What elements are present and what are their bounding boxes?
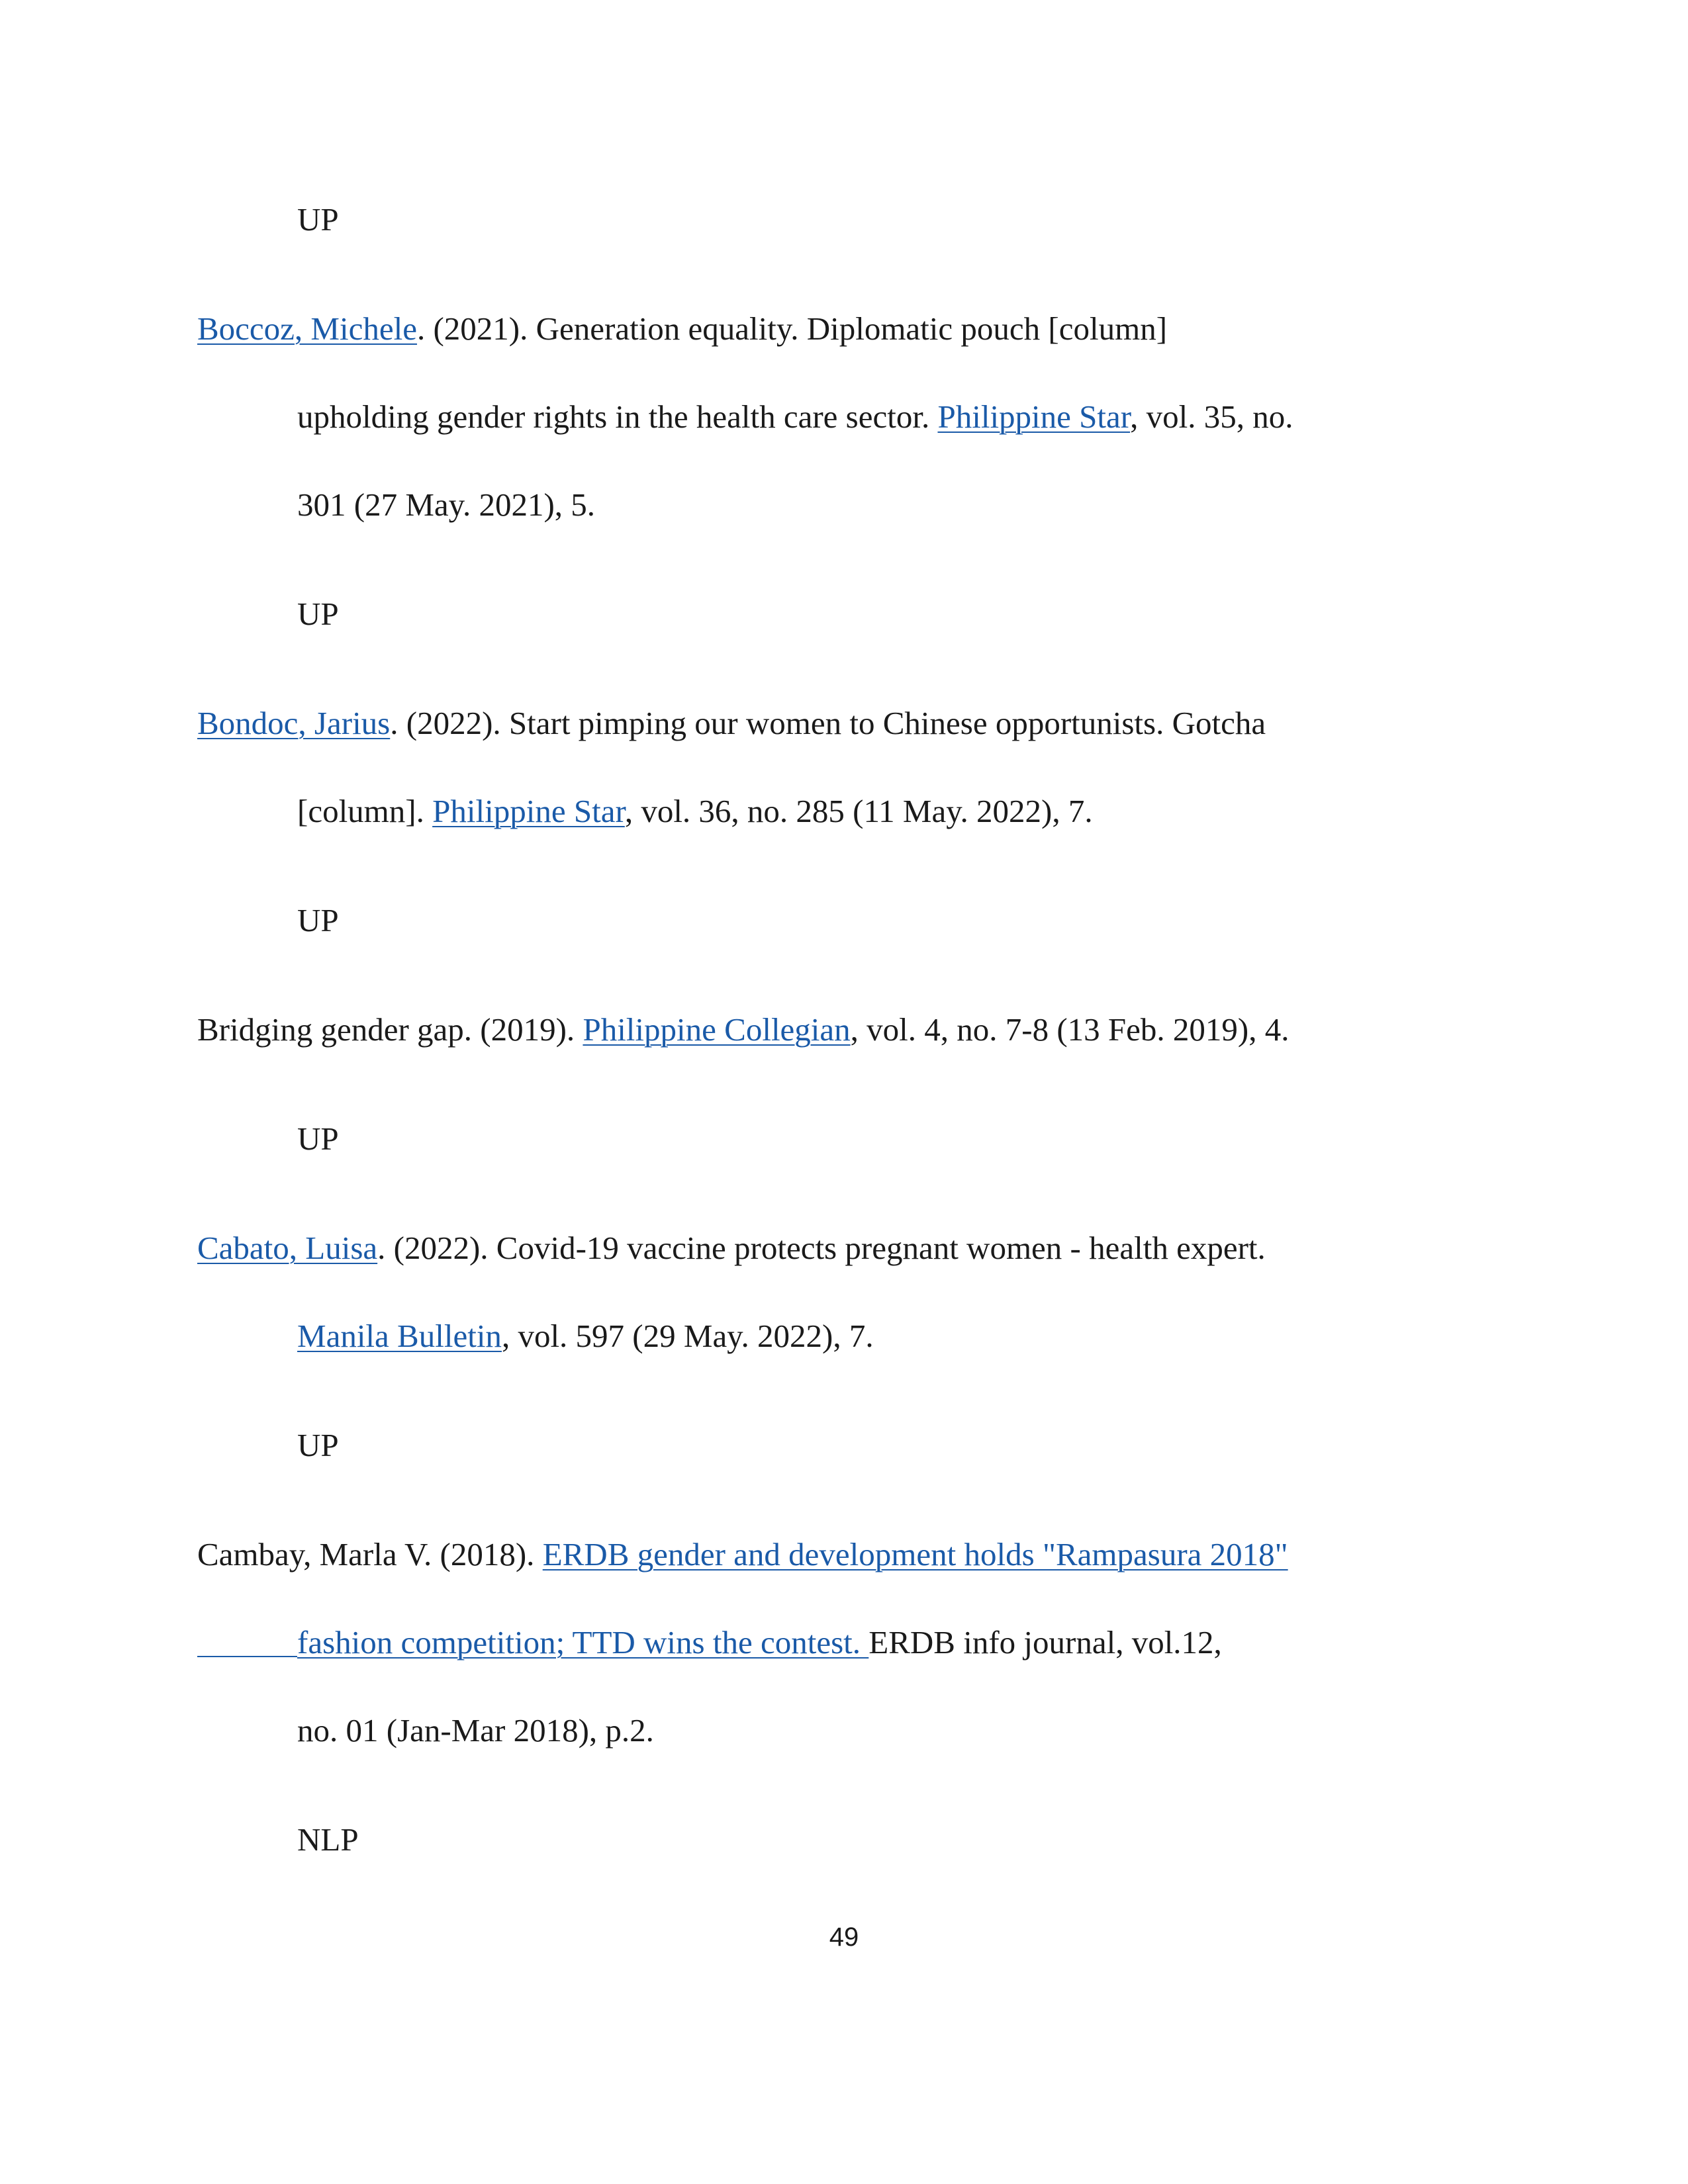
publication-link-philippine-star[interactable]: Philippine Star [432,793,625,829]
title-link-erdb-rampasura-cont[interactable]: fashion competition; TTD wins the contest. [297,1624,869,1661]
citation-bridging-line-1: Bridging gender gap. (2019). Philippine Collegian, vol. 4, no. 7-8 (13 Feb. 2019), 4. [197,1011,1289,1048]
author-link-cabato[interactable]: Cabato, Luisa [197,1230,378,1266]
source-label: UP [297,596,339,632]
citation-cambay-line-1: Cambay, Marla V. (2018). ERDB gender and development holds "Rampasura 2018" [197,1536,1288,1572]
author-link-bondoc[interactable]: Bondoc, Jarius [197,705,391,741]
title-link-erdb-rampasura[interactable]: ERDB gender and development holds "Rampasura 2018" [542,1536,1288,1572]
link-underline-indent [197,1655,297,1657]
publication-link-philippine-star[interactable]: Philippine Star [937,398,1131,435]
citation-cambay-line-3: no. 01 (Jan-Mar 2018), p.2. [297,1712,654,1749]
citation-cambay-line-2: fashion competition; TTD wins the contest. ERDB info journal, vol.12, [197,1623,1222,1662]
publication-link-philippine-collegian[interactable]: Philippine Collegian [583,1011,851,1048]
publication-link-manila-bulletin[interactable]: Manila Bulletin [297,1318,502,1354]
citation-boccoz-line-2: upholding gender rights in the health care sector. Philippine Star, vol. 35, no. [297,398,1293,435]
source-label: UP [297,1427,339,1463]
citation-bondoc-line-2: [column]. Philippine Star, vol. 36, no. 285 (11 May. 2022), 7. [297,793,1093,829]
page-number: 49 [829,1923,859,1952]
source-label: UP [297,1120,339,1157]
citation-cabato-line-1: Cabato, Luisa. (2022). Covid-19 vaccine protects pregnant women - health expert. [197,1230,1266,1266]
citation-bondoc-line-1: Bondoc, Jarius. (2022). Start pimping our women to Chinese opportunists. Gotcha [197,705,1266,741]
citation-boccoz-line-3: 301 (27 May. 2021), 5. [297,486,596,523]
source-label: UP [297,201,339,238]
citation-cabato-line-2: Manila Bulletin, vol. 597 (29 May. 2022), 7. [297,1318,874,1354]
author-link-boccoz[interactable]: Boccoz, Michele [197,310,417,347]
citation-boccoz-line-1: Boccoz, Michele. (2021). Generation equality. Diplomatic pouch [column] [197,310,1168,347]
source-label: NLP [297,1821,359,1858]
source-label: UP [297,902,339,938]
